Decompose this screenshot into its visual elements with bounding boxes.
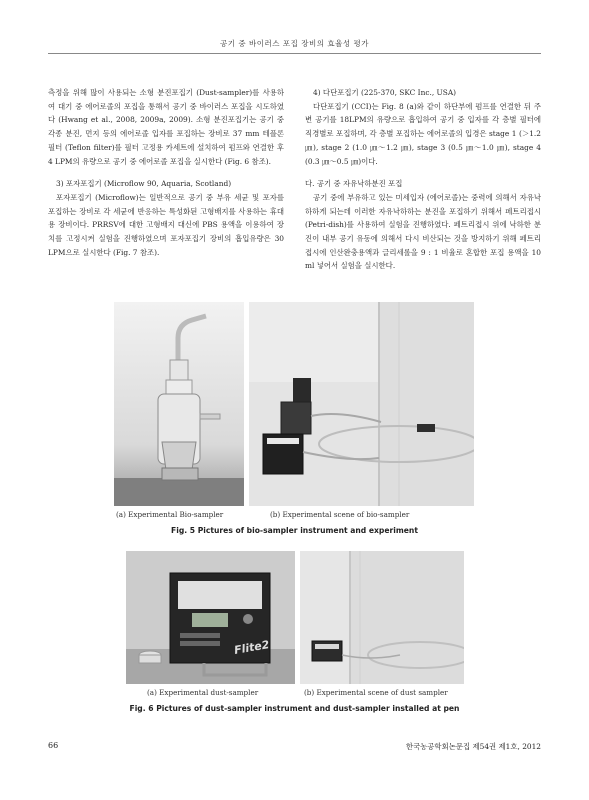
fig6a-caption: (a) Experimental dust-sampler — [147, 688, 259, 697]
fig6-caption: Fig. 6 Pictures of dust-sampler instrument and dust-sampler installed at pen — [129, 704, 460, 713]
section-heading-falling-dust: 다. 공기 중 자유낙하분진 포집 — [305, 179, 403, 189]
fig6b-caption: (b) Experimental scene of dust sampler — [304, 688, 448, 697]
right-paragraph-2: 공기 중에 부유하고 있는 미세입자 (에어로졸)는 중력에 의해서 자유낙하하게 되는데 이러한 자유낙하하는 분진을 포집하기 위해서 페트리접시 (Petri-dish)를 사용하여 실험을 진행하였다. 페트리접시 위에 낙하한 분진이 내부 공기 유동에 의해서 다시 비산되는 것을 방지하기 위해 페트리접시에 인산완충용액과 글리세롤을 9 : 1 비율로 혼합한 포집 용액을 10 ml 넣어서 실험을 실시한다. — [305, 192, 541, 271]
fig6a-photo — [126, 551, 295, 684]
section-heading-cci: 4) 다단포집기 (225-370, SKC Inc., USA) — [313, 88, 457, 97]
running-header: 공기 중 바이러스 포집 장비의 효율성 평가 — [220, 39, 369, 48]
right-column — [305, 86, 541, 273]
fig5b-photo — [249, 302, 474, 506]
page-number: 66 — [48, 741, 59, 750]
fig5-caption: Fig. 5 Pictures of bio-sampler instrument and experiment — [171, 526, 418, 535]
left-paragraph-2: 포자포집기 (Microflow)는 일반적으로 공기 중 부유 세균 및 포자를 포집하는 장비로 각 세균에 반응하는 특성화된 고형배지를 사용하는 휴대용 장비이다. PRRSV에 대한 고형배지 대신에 PBS 용액을 이용하여 장치를 고정시켜 실험을 진행하였으며 포자포집기 장비의 흡입유량은 30 LPM으로 실시한다 (Fig. 7 참조). — [48, 192, 284, 257]
fig5a-photo — [114, 302, 244, 506]
left-paragraph-1: 측정을 위해 많이 사용되는 소형 분진포집기 (Dust-sampler)를 사용하여 대기 중 에어로졸의 포집을 통해서 공기 중 바이러스 포집을 시도하였다 (Hwang et al., 2008, 2009a, 2009). 소형 분진포집기는 공기 중 각종 분진, 먼지 등의 에어로졸 입자를 포집하는 장비로 37 mm 테플론 필터 (Teflon filter)를 필터 고정용 카세트에 설치하여 펌프와 연결한 후 4 LPM의 유량으로 공기 중 에어로졸 포집을 실시한다 (Fig. 6 참조). — [48, 88, 284, 166]
fig5b-caption: (b) Experimental scene of bio-sampler — [270, 510, 410, 519]
device-label: Flite2 — [233, 638, 271, 657]
left-column — [48, 86, 284, 259]
fig5a-caption: (a) Experimental Bio-sampler — [116, 510, 224, 519]
journal-footer: 한국농공학회논문집 제54권 제1호, 2012 — [405, 742, 541, 751]
right-paragraph-1: 다단포집기 (CCI)는 Fig. 8 (a)와 같이 하단부에 펌프를 연결한 뒤 주변 공기를 18LPM의 유량으로 흡입하여 공기 중 입자를 각 층별 필터에 직경별로 포집하며, 각 층별 포집하는 에어로졸의 입경은 stage 1 (＞1.2 ㎛), stage 2 (1.0 ㎛～1.2 ㎛), stage 3 (0.5 ㎛～1.0 ㎛), stage 4 (0.3 ㎛～0.5 ㎛)이다. — [305, 101, 541, 166]
header-rule — [48, 53, 541, 54]
fig6b-photo — [300, 551, 464, 684]
section-heading-microflow: 3) 포자포집기 (Microflow 90, Aquaria, Scotland) — [56, 179, 232, 189]
